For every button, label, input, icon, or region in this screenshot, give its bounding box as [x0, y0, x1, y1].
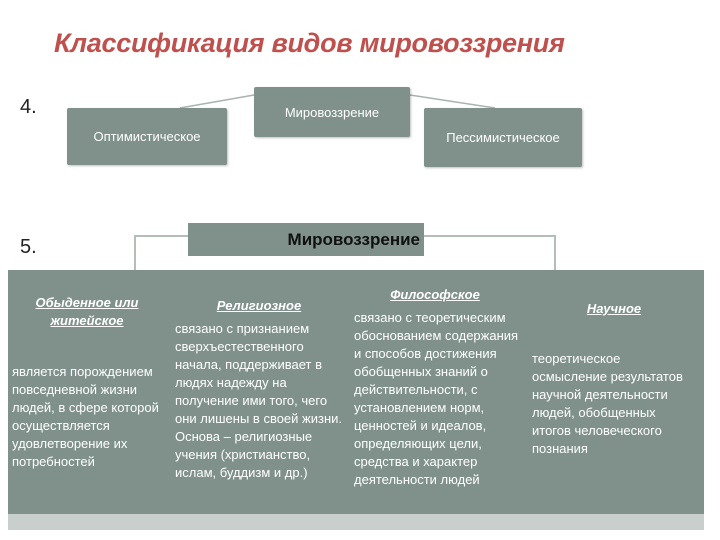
- pessimistic-box: [424, 108, 582, 167]
- column-text-philosophical: связано с теоретическим обоснованием содержания и способов достижения обобщенных знаний о действительности, с установлением норм, ценностей и идеалов, определяющих цели, средства и характер деятельности людей: [354, 310, 519, 487]
- column-text-everyday: является порождением повседневной жизни людей, в сфере которой осуществляется удовлетворение их потребностей: [12, 364, 159, 469]
- center-box-label: Мировоззрение: [284, 104, 380, 120]
- bracket-left: [135, 236, 188, 270]
- section-5-number: 5.: [20, 236, 37, 258]
- bracket-right: [424, 236, 555, 270]
- panel-bottom-strip: [8, 514, 704, 530]
- optimistic-box-label: Оптимистическое: [93, 129, 201, 144]
- page-title: Классификация видов мировоззрения: [54, 28, 565, 58]
- worldview-header-box: [188, 223, 424, 256]
- center-box: [254, 87, 410, 137]
- column-title-everyday: Обыденное или житейское: [35, 295, 139, 328]
- column-text-scientific: теоретическое осмысление результатов научной деятельности людей, обобщенных итогов человеческого познания: [532, 351, 683, 456]
- worldview-header-label: Мировоззрение: [287, 229, 420, 249]
- column-title-scientific: Научное: [586, 301, 642, 316]
- pessimistic-box-label: Пессимистическое: [446, 130, 560, 145]
- connector-left: [180, 95, 254, 108]
- column-title-philosophical: Философское: [390, 287, 480, 302]
- connector-right: [410, 95, 495, 108]
- section-4-number: 4.: [20, 96, 37, 118]
- column-text-religious: связано с признанием сверхъестественного начала, поддерживает в людях надежду на получение ими того, чего они лишены в своей жизни. Основа – религиозные учения (христианство, ислам, буддизм и др.): [175, 321, 343, 480]
- column-title-religious: Религиозное: [216, 298, 302, 313]
- optimistic-box: [67, 108, 227, 165]
